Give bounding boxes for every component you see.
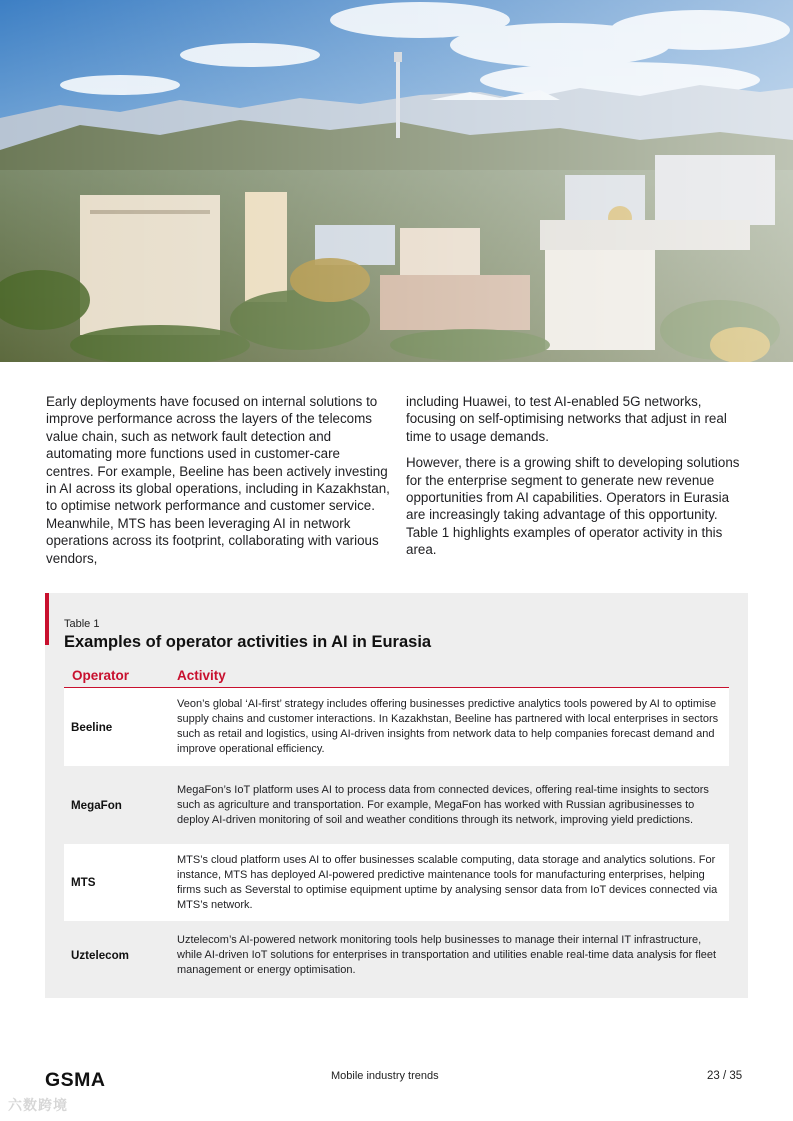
- table-label: Table 1: [64, 618, 100, 630]
- page-number: 23 / 35: [707, 1070, 743, 1082]
- operator-table: [64, 666, 729, 989]
- gsma-logo-text: GSMA: [45, 1070, 106, 1088]
- body-left-column: [46, 393, 391, 576]
- gsma-logo[interactable]: [45, 1070, 143, 1093]
- activity-cell: MTS’s cloud platform uses AI to offer businesses scalable computing, data storage and analytics solutions. For instance, MTS has deployed AI-powered predictive maintenance tools for manufacturing enterprises, helping firms such as Severstal to optimise equipment uptime by analysing sensor data from IoT devices connected via MTS’s network.: [177, 853, 718, 911]
- body-paragraph: including Huawei, to test AI-enabled 5G networks, focusing on self-optimising networks that adjust in real time to usage demands.: [406, 394, 727, 444]
- activity-cell: Veon’s global ‘AI-first’ strategy includes offering businesses predictive analytics tools powered by AI to optimise supply chains and customer interactions. In Kazakhstan, Beeline has partnered with local enterprises in sectors such as retail and logistics, using AI-driven insights from network data to help companies forecast demand and improve operational efficiency.: [177, 698, 719, 755]
- table-row: [64, 844, 729, 921]
- operator-cell: MegaFon: [71, 798, 122, 812]
- body-paragraph: However, there is a growing shift to developing solutions for the enterprise segment to generate new revenue opportunities from AI capabilities. Operators in Eurasia are increasingly taking advantage of this opportunity. Table 1 highlights examples of operator activity in this area.: [406, 455, 740, 558]
- activity-cell: Uztelecom’s AI-powered network monitoring tools help businesses to manage their internal IT infrastructure, while AI-driven IoT solutions for enterprises in transportation and utilities enable real-time data analysis for fleet management or energy optimisation.: [177, 933, 717, 976]
- table-row: [64, 921, 729, 989]
- operator-cell: Uztelecom: [71, 948, 129, 962]
- operator-cell: Beeline: [71, 720, 113, 734]
- activity-cell: MegaFon’s IoT platform uses AI to process data from connected devices, offering real-time insights to sectors such as agriculture and transportation. For example, MegaFon has worked with Russian agribusinesses to deploy AI-driven monitoring of soil and weather conditions through its network, improving yield predictions.: [177, 783, 709, 826]
- table-row: [64, 766, 729, 844]
- hero-image: [0, 0, 793, 362]
- gsma-logo-icon: [45, 1070, 143, 1088]
- header-operator: Operator: [72, 668, 130, 683]
- footer-section-title: Mobile industry trends: [331, 1070, 439, 1082]
- operator-cell: MTS: [71, 876, 96, 889]
- body-right-column: [406, 393, 751, 568]
- table-header: [64, 666, 729, 688]
- table-title: Examples of operator activities in AI in Eurasia: [64, 633, 432, 651]
- header-activity: Activity: [177, 668, 226, 683]
- watermark: 六数跨境: [8, 1097, 68, 1113]
- body-paragraph: Early deployments have focused on internal solutions to improve performance across the layers of the telecoms value chain, such as network fault detection and automating more functions used in customer-care centres. For example, Beeline has been actively investing in AI across its global operations, including in Kazakhstan, to optimise network performance and customer service. Meanwhile, MTS has been leveraging AI in network operations across its footprint, collaborating with various vendors,: [46, 394, 390, 566]
- table-row: [64, 688, 729, 766]
- table-panel: [45, 593, 748, 998]
- accent-bar: [45, 593, 49, 645]
